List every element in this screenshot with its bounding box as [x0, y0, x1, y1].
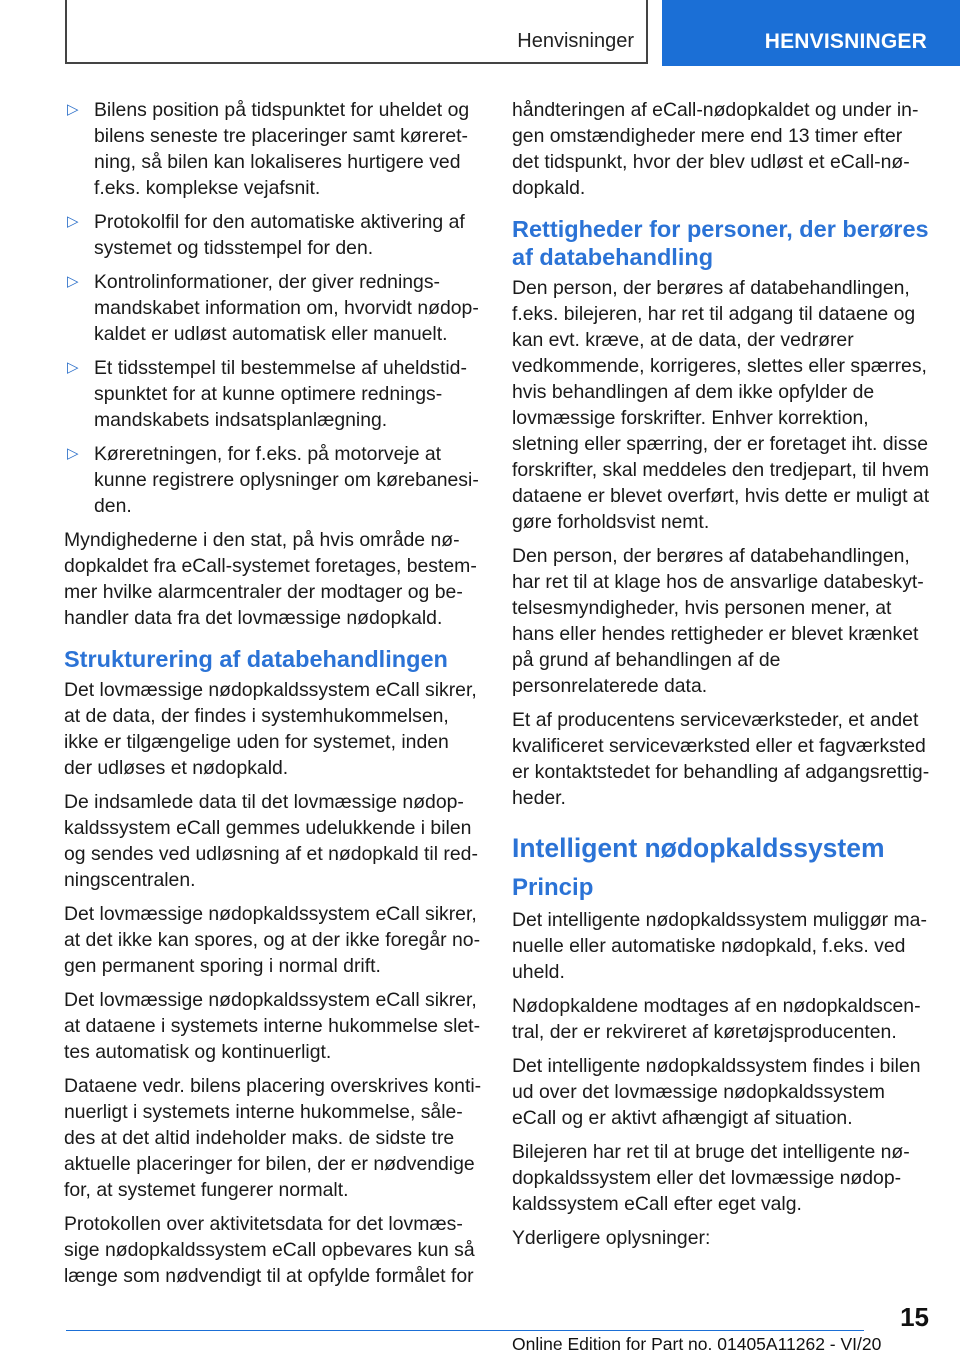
- triangle-right-icon: ▷: [67, 101, 79, 118]
- body-paragraph: Det intelligente nødopkaldssystem findes i bilen ud over det lovmæssige nødopkaldssystem eCall og er aktivt afhængigt af situation.: [512, 1055, 921, 1129]
- body-paragraph: Den person, der berøres af databehandlingen, har ret til at klage hos de ansvarlige databeskyttelsesmyndigheder, hvis personen mener, at hans eller hendes rettigheder er blevet krænket på grund af behandlingen af de personrelaterede data.: [512, 545, 924, 697]
- body-paragraph: Protokollen over aktivitetsdata for det lovmæssige nødopkaldssystem eCall opbevares kun så længe som nødvendigt til at opfylde formålet for: [64, 1213, 475, 1287]
- triangle-right-icon: ▷: [67, 359, 79, 376]
- bullet-item: [64, 355, 482, 433]
- bullet-text: Køreretningen, for f.eks. på motorveje at kunne registrere oplysninger om kørebanesiden.: [94, 443, 479, 517]
- footer-divider: [66, 1330, 864, 1331]
- body-paragraph: Dataene vedr. bilens placering overskrives kontinuerligt i systemets interne hukommelse, således at det altid indeholder maks. de sidste tre aktuelle placeringer for bilen, der er nødvendige for, at systemet fungerer normalt.: [64, 1075, 482, 1201]
- footer-edition-text: Online Edition for Part no. 01405A11262 - VI/20: [512, 1334, 882, 1354]
- triangle-right-icon: ▷: [67, 273, 79, 290]
- bullet-text: Bilens position på tidspunktet for uheldet og bilens seneste tre placeringer samt køreretning, så bilen kan lokaliseres hurtigere ved f.eks. komplekse vejafsnit.: [94, 99, 470, 199]
- bullet-item: [64, 209, 482, 261]
- triangle-right-icon: ▷: [67, 445, 79, 462]
- header-chapter-title: HENVISNINGER: [764, 30, 927, 53]
- section-heading-structuring: Strukturering af databehandlingen: [64, 646, 448, 672]
- section-heading-rights: Rettigheder for personer, der berøres af databehandling: [512, 216, 929, 270]
- body-paragraph: Den person, der berøres af databehandlingen, f.eks. bilejeren, har ret til adgang til dataene og kan evt. kræve, at de data, der vedrører vedkommende, korrigeres, slettes eller spærres, hvis behandlingen af dem ikke opfylder de lovmæssige forskrifter. Enhver korrektion, sletning eller spærring, der er foretaget iht. disse forskrifter, skal meddeles den tredjepart, til hvem dataene er blevet overført, hvis dette er muligt at gøre forholdsvist nemt.: [512, 277, 930, 533]
- bullet-item: [64, 441, 482, 519]
- body-paragraph: Et af producentens serviceværksteder, et andet kvalificeret serviceværksted eller et fagværksted er kontaktstedet for behandling af adgangsrettigheder.: [512, 709, 930, 809]
- header-section-box: [65, 0, 648, 64]
- body-paragraph: Det lovmæssige nødopkaldssystem eCall sikrer, at det ikke kan spores, og at der ikke foregår nogen permanent sporing i normal drift.: [64, 903, 481, 977]
- body-paragraph: Bilejeren har ret til at bruge det intelligente nødopkaldssystem eller det lovmæssige nødopkaldssystem eCall efter eget valg.: [512, 1141, 910, 1215]
- bullet-text: Kontrolinformationer, der giver redningsmandskabet information om, hvorvidt nødopkaldet er udløst automatisk eller manuelt.: [94, 271, 479, 345]
- page-number: 15: [900, 1302, 929, 1332]
- triangle-right-icon: ▷: [67, 213, 79, 230]
- continuation-paragraph: håndteringen af eCall-nødopkaldet og under ingen omstændigheder mere end 13 timer efter det tidspunkt, hvor der blev udløst et eCall-nødopkald.: [512, 99, 919, 199]
- body-paragraph: Nødopkaldene modtages af en nødopkaldscentral, der er rekvireret af køretøjsproducenten.: [512, 995, 921, 1043]
- body-paragraph: Det lovmæssige nødopkaldssystem eCall sikrer, at dataene i systemets interne hukommelse slettes automatisk og kontinuerligt.: [64, 989, 481, 1063]
- body-paragraph: De indsamlede data til det lovmæssige nødopkaldssystem eCall gemmes udelukkende i bilen og sendes ved udløsning af et nødopkald til redningscentralen.: [64, 791, 478, 891]
- left-column: [64, 97, 482, 1297]
- intro-paragraph: Myndighederne i den stat, på hvis område nødopkaldet fra eCall-systemet foretages, bestemmer hvilke alarmcentraler der modtager og behandler data fra det lovmæssige nødopkald.: [64, 529, 477, 629]
- right-column: [512, 97, 930, 1259]
- body-paragraph: Det intelligente nødopkaldssystem muliggør manuelle eller automatiske nødopkald, f.eks. ved uheld.: [512, 909, 927, 983]
- bullet-item: [64, 269, 482, 347]
- bullet-text: Et tidsstempel til bestemmelse af uheldstidspunktet for at kunne optimere redningsmandskabets indsatsplanlægning.: [94, 357, 467, 431]
- header-section-title: Henvisninger: [517, 30, 634, 52]
- main-heading-intelligent-emergency-call: Intelligent nødopkaldssystem: [512, 833, 885, 863]
- header-chapter-tab: [662, 0, 960, 66]
- body-paragraph: Det lovmæssige nødopkaldssystem eCall sikrer, at de data, der findes i systemhukommelsen, ikke er tilgængelige uden for systemet, inden der udløses et nødopkald.: [64, 679, 477, 779]
- body-paragraph: Yderligere oplysninger:: [512, 1227, 711, 1249]
- bullet-item: [64, 97, 482, 201]
- sub-heading-principle: Princip: [512, 874, 594, 901]
- bullet-text: Protokolfil for den automatiske aktivering af systemet og tidsstempel for den.: [94, 211, 465, 259]
